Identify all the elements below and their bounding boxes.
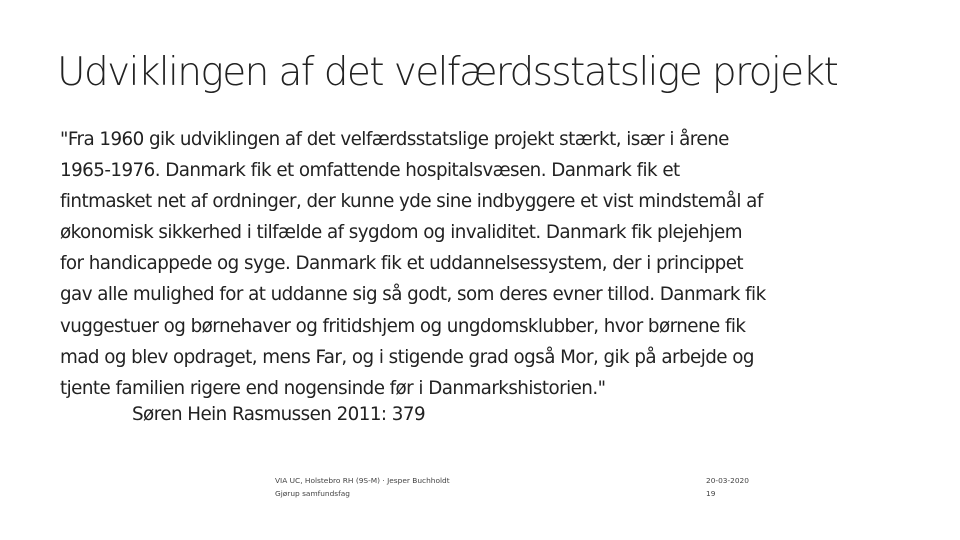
- quote-block: [60, 124, 910, 404]
- quote-line-9: tjente familien rigere end nogensinde før i Danmarkshistorien.": [60, 377, 606, 399]
- quote-line-4: økonomisk sikkerhed i tilfælde af sygdom og invaliditet. Danmark fik plejehjem: [60, 222, 742, 244]
- quote-line-5: for handicappede og syge. Danmark fik et uddannelsessystem, der i princippet: [60, 253, 744, 275]
- footer-author: [275, 475, 450, 500]
- quote-line-1: "Fra 1960 gik udviklingen af det velfærdsstatslige projekt stærkt, især i årene: [60, 129, 729, 150]
- quote-line-8: mad og blev opdraget, mens Far, og i stigende grad også Mor, gik på arbejde og: [60, 346, 754, 368]
- footer-page-number: 19: [706, 488, 716, 498]
- quote-line-6: gav alle mulighed for at uddanne sig så godt, som deres evner tillod. Danmark fik: [60, 284, 766, 306]
- footer-author-line-2: Gjørup samfundsfag: [275, 488, 350, 498]
- quote-line-2: 1965-1976. Danmark fik et omfattende hospitalsvæsen. Danmark fik et: [60, 160, 680, 182]
- quote-citation: Søren Hein Rasmussen 2011: 379: [132, 404, 426, 425]
- quote-line-7: vuggestuer og børnehaver og fritidshjem og ungdomsklubber, hvor børnene fik: [60, 315, 746, 337]
- footer-meta: [706, 475, 749, 500]
- quote-line-3: fintmasket net af ordninger, der kunne yde sine indbyggere et vist mindstemål af: [60, 191, 763, 213]
- footer-date: 20-03-2020: [706, 476, 749, 485]
- slide-title: Udviklingen af det velfærdsstatslige projekt: [57, 50, 838, 95]
- footer-author-line-1: VIA UC, Holstebro RH (9S-M) · Jesper Buchholdt: [275, 476, 450, 485]
